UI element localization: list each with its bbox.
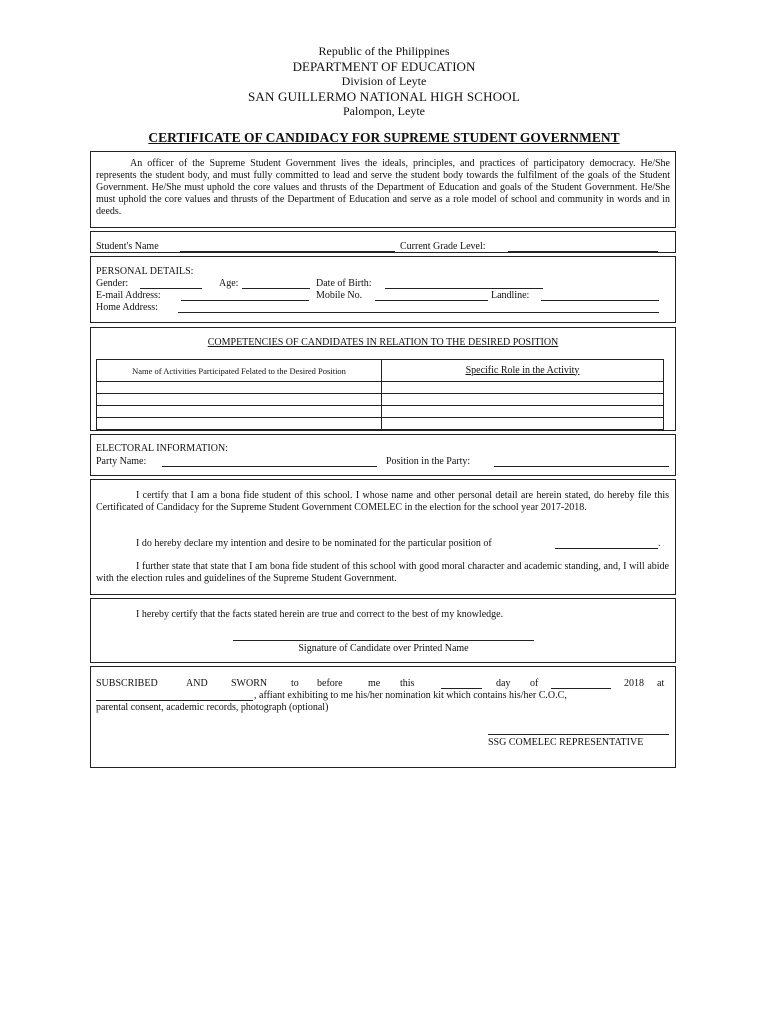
activity-cell[interactable] <box>97 406 382 418</box>
party-position-label: Position in the Party: <box>386 456 471 467</box>
header-location: Palompon, Leyte <box>343 104 425 118</box>
sworn-word: this <box>400 678 415 689</box>
header-division: Division of Leyte <box>341 74 427 88</box>
electoral-section <box>90 434 676 476</box>
student-section <box>90 231 676 253</box>
sworn-word: SUBSCRIBED <box>96 678 158 689</box>
signature-line[interactable] <box>233 640 534 641</box>
certify-paragraph: I certify that I am a bona fide student of this school. I whose name and other personal detail are herein stated, do hereby file this Certificated of Candidacy for the Supreme Student Government COMELEC in the election for the school year 2017-2018. <box>96 490 669 513</box>
sworn-word: 2018 <box>624 678 644 689</box>
party-position-field[interactable] <box>494 466 669 467</box>
table-row <box>97 394 664 406</box>
activity-cell[interactable] <box>97 418 382 430</box>
home-address-field[interactable] <box>178 312 659 313</box>
header-school: SAN GUILLERMO NATIONAL HIGH SCHOOL <box>247 89 521 104</box>
email-label: E-mail Address: <box>96 290 161 301</box>
competencies-heading: COMPETENCIES OF CANDIDATES IN RELATION TO THE DESIRED POSITION <box>207 337 559 348</box>
landline-label: Landline: <box>491 290 530 301</box>
electoral-heading: ELECTORAL INFORMATION: <box>96 443 228 454</box>
representative-label: SSG COMELEC REPRESENTATIVE <box>488 737 644 748</box>
gender-label: Gender: <box>96 278 129 289</box>
personal-details-heading: PERSONAL DETAILS: <box>96 266 194 277</box>
header-republic: Republic of the Philippines <box>318 44 450 58</box>
sworn-word: at <box>657 678 665 689</box>
activity-cell[interactable] <box>97 382 382 394</box>
student-name-label: Student's Name <box>96 241 159 252</box>
grade-level-field[interactable] <box>508 251 658 252</box>
role-cell[interactable] <box>382 418 664 430</box>
sworn-day-field[interactable] <box>441 688 482 689</box>
role-cell[interactable] <box>382 394 664 406</box>
mobile-label: Mobile No. <box>316 290 363 301</box>
sworn-word: SWORN <box>231 678 268 689</box>
role-cell[interactable] <box>382 382 664 394</box>
signature-label: Signature of Candidate over Printed Name <box>298 643 469 654</box>
sworn-place-field[interactable] <box>96 700 253 701</box>
role-cell[interactable] <box>382 406 664 418</box>
party-name-label: Party Name: <box>96 456 147 467</box>
age-field[interactable] <box>242 288 310 289</box>
mobile-field[interactable] <box>375 300 488 301</box>
representative-signature-line[interactable] <box>488 734 669 735</box>
role-column-header: Specific Role in the Activity <box>382 360 664 382</box>
sworn-word: day <box>496 678 511 689</box>
sworn-word: of <box>530 678 539 689</box>
table-row <box>97 406 664 418</box>
activity-cell[interactable] <box>97 394 382 406</box>
party-name-field[interactable] <box>162 466 377 467</box>
moral-character-paragraph: I further state that state that I am bona fide student of this school with good moral character and academic standing, and, I will abide with the election rules and guidelines of the Supreme Student Government. <box>96 561 669 584</box>
period: . <box>658 538 661 549</box>
header-department: DEPARTMENT OF EDUCATION <box>292 59 476 74</box>
affiant-statement: , affiant exhibiting to me his/her nomination kit which contains his/her C.O.C, <box>254 690 567 701</box>
student-name-field[interactable] <box>180 251 395 252</box>
table-row <box>97 382 664 394</box>
activities-column-header: Name of Activities Participated Felated to the Desired Position <box>97 360 382 382</box>
grade-level-label: Current Grade Level: <box>400 241 486 252</box>
home-address-label: Home Address: <box>96 302 158 313</box>
dob-label: Date of Birth: <box>316 278 372 289</box>
nominated-position-field[interactable] <box>555 548 658 549</box>
dob-field[interactable] <box>385 288 543 289</box>
activities-table <box>96 359 664 430</box>
intro-paragraph: An officer of the Supreme Student Government lives the ideals, principles, and practices of participatory democracy. He/She represents the student body, and must fully committed to lead and serve the student body towards the fulfilment of the goals of the Student Government. He/She must uphold the core values and thrusts of the Department of Education and goals of the Student Government. He/She must uphold the core values and thrusts of the Department of Education and serve as a role model of school and community in words and in deeds. <box>96 158 670 217</box>
sworn-word: to <box>291 678 299 689</box>
age-label: Age: <box>219 278 239 289</box>
sworn-word: before <box>317 678 343 689</box>
sworn-section <box>90 666 676 768</box>
landline-field[interactable] <box>541 300 659 301</box>
document-title: CERTIFICATE OF CANDIDACY FOR SUPREME STUDENT GOVERNMENT <box>148 130 620 145</box>
nomination-statement: I do hereby declare my intention and desire to be nominated for the particular position of <box>136 538 492 549</box>
sworn-word: me <box>368 678 381 689</box>
sworn-word: AND <box>186 678 208 689</box>
table-row <box>97 418 664 430</box>
sworn-month-field[interactable] <box>551 688 611 689</box>
truth-statement: I hereby certify that the facts stated herein are true and correct to the best of my knowledge. <box>136 609 504 620</box>
gender-field[interactable] <box>140 288 202 289</box>
email-field[interactable] <box>181 300 309 301</box>
affiant-statement-cont: parental consent, academic records, photograph (optional) <box>96 702 329 713</box>
